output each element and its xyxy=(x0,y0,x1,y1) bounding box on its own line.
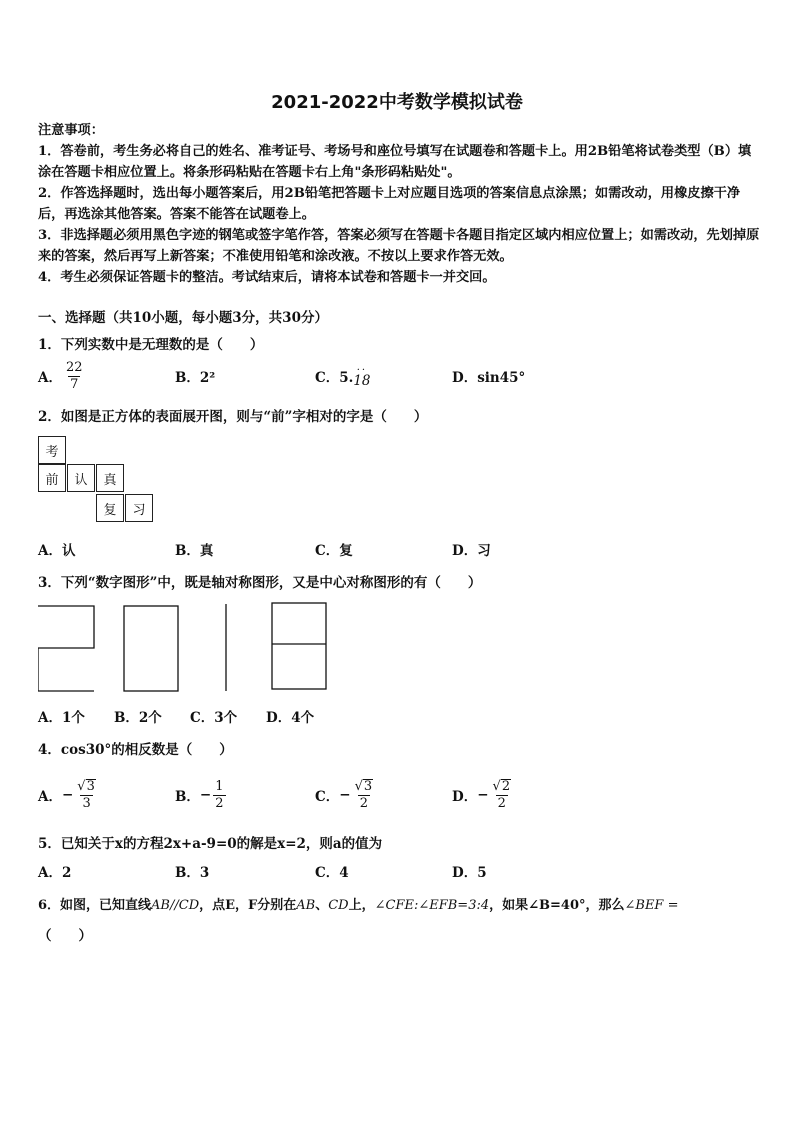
figure-digit-8 xyxy=(272,603,326,689)
q6-text-4: ，如果∠B=40°，那么 xyxy=(489,898,625,913)
q2-option-b: B．真 xyxy=(175,543,214,559)
q1-a-denominator: 7 xyxy=(70,376,79,392)
notice-item-1: 1．答卷前，考生务必将自己的姓名、准考证号、考场号和座位号填写在试题卷和答题卡上。用2B铅笔将试卷类型（B）填涂在答题卡相应位置上。将条形码粘贴在答题卡右上角"条形码粘贴处"。 xyxy=(38,144,752,180)
minus-sign: − xyxy=(477,787,489,803)
q1-option-a xyxy=(38,359,87,392)
q3-option-a: A．1个 xyxy=(38,710,85,726)
net-cell-kao: 考 xyxy=(38,436,66,464)
q4-b-denominator: 2 xyxy=(215,795,224,811)
q5-option-b: B．3 xyxy=(175,865,210,881)
section-heading: 一、选择题（共10小题，每小题3分，共30分） xyxy=(38,310,328,326)
q4-c-label: C． xyxy=(315,789,340,805)
minus-sign: − xyxy=(61,787,74,803)
q4-a-radicand: 3 xyxy=(86,778,95,794)
q4-d-numerator xyxy=(491,779,514,795)
notice-block xyxy=(38,120,760,288)
q6-sep: 、 xyxy=(315,898,329,913)
minus-sign: − xyxy=(199,787,212,803)
figure-digit-0 xyxy=(124,606,178,691)
q6-text-3: 上， xyxy=(348,898,375,913)
notice-heading: 注意事项： xyxy=(38,123,104,138)
notice-item-2: 2．作答选择题时，选出每小题答案后，用2B铅笔把答题卡上对应题目选项的答案信息点涂黑；如需改动，用橡皮擦干净后，再选涂其他答案。答案不能答在试题卷上。 xyxy=(38,186,741,222)
q4-option-b xyxy=(175,778,228,812)
question-2-options xyxy=(38,535,758,563)
q5-option-d: D．5 xyxy=(452,865,487,881)
question-1-options xyxy=(38,359,758,392)
sqrt-sign: √ xyxy=(354,778,363,794)
q6-math-bef: ∠BEF = xyxy=(624,898,679,913)
figure-digit-2 xyxy=(38,606,94,691)
q6-text-2: ，点E，F分别在 xyxy=(199,898,297,913)
question-3-stem: 3．下列“数字图形”中，既是轴对称图形，又是中心对称图形的有（ ） xyxy=(38,575,482,591)
notice-item-3: 3．非选择题必须用黑色字迹的钢笔或签字笔作答，答案必须写在答题卡各题目指定区域内相应位置上；如需改动，先划掉原来的答案，然后再写上新答案；不准使用铅笔和涂改液。不按以上要求作答无效。 xyxy=(38,228,760,264)
net-cell-qian: 前 xyxy=(38,464,66,492)
q1-c-dots: ·· xyxy=(356,365,368,376)
q2-option-c: C．复 xyxy=(315,543,353,559)
sqrt-sign: √ xyxy=(77,778,86,794)
sqrt-sign: √ xyxy=(492,778,501,794)
q3-option-d: D．4个 xyxy=(266,710,315,726)
q1-option-b: B．2² xyxy=(175,370,216,386)
question-6-answer-paren: （ ） xyxy=(38,928,92,944)
cube-net-figure xyxy=(38,436,158,526)
q1-c-repeating xyxy=(353,365,371,389)
notice-item-4: 4．考生必须保证答题卡的整洁。考试结束后，请将本试卷和答题卡一并交回。 xyxy=(38,270,496,285)
q6-text-1: 6．如图，已知直线 xyxy=(38,898,152,913)
q4-a-fraction xyxy=(75,779,98,812)
q4-option-d xyxy=(452,778,515,812)
q1-c-label: C．5. xyxy=(315,370,354,386)
q3-option-c: C．3个 xyxy=(190,710,238,726)
question-3-options xyxy=(38,702,758,730)
q1-c-digits: 18 xyxy=(353,373,371,389)
digit-figures xyxy=(38,600,338,695)
page-title: 2021-2022中考数学模拟试卷 xyxy=(271,92,523,113)
q4-b-numerator: 1 xyxy=(215,778,224,794)
q4-a-denominator: 3 xyxy=(82,795,91,811)
q5-option-c: C．4 xyxy=(315,865,349,881)
question-4-stem: 4．cos30°的相反数是（ ） xyxy=(38,742,233,758)
net-cell-xi: 习 xyxy=(125,494,153,522)
q4-c-numerator xyxy=(353,779,376,795)
net-cell-ren: 认 xyxy=(67,464,95,492)
q5-option-a: A．2 xyxy=(38,865,72,881)
q6-math-ratio: ∠CFE:∠EFB=3:4 xyxy=(374,898,490,913)
question-5-stem: 5．已知关于x的方程2x+a-9=0的解是x=2，则a的值为 xyxy=(38,836,383,852)
q3-option-b: B．2个 xyxy=(114,710,162,726)
q4-c-fraction xyxy=(353,779,376,812)
q1-a-label: A． xyxy=(38,370,62,386)
q4-a-label: A． xyxy=(38,789,62,805)
q4-d-fraction xyxy=(491,779,514,812)
net-cell-zhen: 真 xyxy=(96,464,124,492)
net-cell-fu: 复 xyxy=(96,494,124,522)
question-6-stem xyxy=(38,894,678,913)
q6-math-ab-parallel-cd: AB//CD xyxy=(151,898,200,913)
q6-math-ab: AB xyxy=(296,898,316,913)
q1-option-c xyxy=(315,362,371,390)
question-5-options xyxy=(38,857,758,885)
minus-sign: − xyxy=(339,787,351,803)
question-1-stem: 1．下列实数中是无理数的是（ ） xyxy=(38,337,264,353)
q2-option-a: A．认 xyxy=(38,543,76,559)
q1-option-d: D．sin45° xyxy=(452,370,526,386)
q1-a-numerator: 22 xyxy=(65,359,83,375)
q4-d-denominator: 2 xyxy=(497,795,506,811)
q4-b-label: B． xyxy=(175,789,200,805)
q4-option-a xyxy=(38,778,100,812)
q1-a-fraction xyxy=(64,360,85,393)
question-2-stem: 2．如图是正方体的表面展开图，则与“前”字相对的字是（ ） xyxy=(38,409,428,425)
q2-option-d: D．习 xyxy=(452,543,491,559)
q4-c-denominator: 2 xyxy=(359,795,368,811)
q4-a-numerator xyxy=(75,779,98,795)
q4-d-label: D． xyxy=(452,789,478,805)
q4-c-radicand: 3 xyxy=(363,778,373,794)
question-4-options xyxy=(38,778,758,812)
q4-b-fraction xyxy=(213,779,225,812)
q4-option-c xyxy=(315,778,377,812)
q6-math-cd: CD xyxy=(328,898,349,913)
q4-d-radicand: 2 xyxy=(501,778,511,794)
